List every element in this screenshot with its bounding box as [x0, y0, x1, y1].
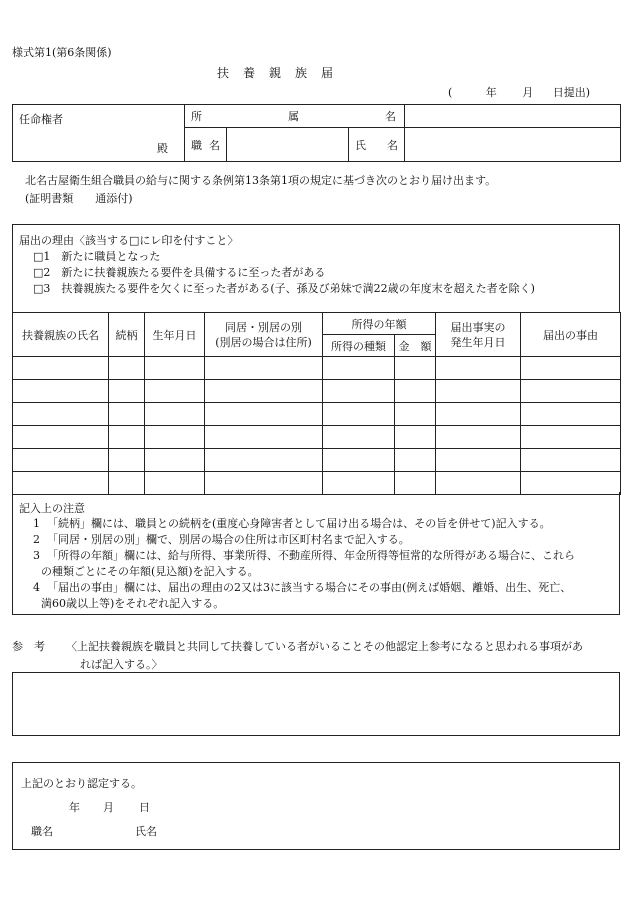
- table-cell[interactable]: [205, 449, 323, 472]
- note-item-3: [33, 547, 575, 563]
- table-cell[interactable]: [521, 380, 621, 403]
- table-cell[interactable]: [13, 380, 109, 403]
- certify-year: 年: [69, 801, 80, 814]
- col-header-income-type: 所得の種類: [323, 335, 395, 357]
- reference-text: 〈上記扶養親族を職員と共同して扶養している者がいることその他認定上参考になると思われる事項があ: [66, 640, 583, 653]
- table-cell[interactable]: [145, 403, 205, 426]
- page-title: 扶 養 親 族 届: [217, 66, 335, 80]
- date-year: 年: [485, 86, 497, 99]
- col-header-reason: 届出の事由: [521, 313, 621, 357]
- note-num: 3: [33, 549, 40, 562]
- col-header-date-2: 発生年月日: [450, 335, 506, 349]
- table-cell[interactable]: [109, 426, 145, 449]
- table-cell[interactable]: [145, 449, 205, 472]
- reason-item-1[interactable]: □1 新たに職員となった: [33, 250, 161, 263]
- note-item-2: [33, 531, 410, 547]
- col-header-amount: 金 額: [395, 335, 436, 357]
- reason-item-2[interactable]: □2 新たに扶養親族たる要件を具備するに至った者がある: [33, 266, 326, 279]
- table-cell[interactable]: [13, 449, 109, 472]
- table-cell[interactable]: [205, 403, 323, 426]
- certify-job-label: 職名: [31, 825, 53, 838]
- reference-text-cont: れば記入する。〉: [80, 658, 163, 671]
- proof-docs: (証明書類 通添付): [25, 192, 133, 205]
- note-item-3-cont: の種類ごとにその年額(見込額)を記入する。: [41, 565, 259, 578]
- note-text: 「続柄」欄には、職員との続柄を(重度心身障害者として届け出る場合は、その旨を併せて)記入する。: [47, 517, 551, 530]
- certify-text: 上記のとおり認定する。: [21, 777, 142, 790]
- date-open: (: [448, 86, 453, 99]
- name-label-cell: [349, 128, 405, 162]
- table-cell[interactable]: [436, 403, 521, 426]
- table-cell[interactable]: [436, 357, 521, 380]
- statement: 北名古屋衛生組合職員の給与に関する条例第13条第1項の規定に基づき次のとおり届け出ます。: [25, 174, 497, 187]
- header-table: [12, 104, 621, 162]
- note-item-1: [33, 515, 551, 531]
- note-text: 「所得の年額」欄には、給与所得、事業所得、不動産所得、年金所得等恒常的な所得がある場合に、これら: [47, 549, 575, 562]
- date-day: 日提出): [552, 86, 591, 99]
- table-cell[interactable]: [205, 426, 323, 449]
- certification-box: [12, 762, 620, 850]
- table-cell[interactable]: [323, 357, 395, 380]
- col-header-living-2: (別居の場合は住所): [215, 335, 312, 349]
- table-cell[interactable]: [395, 380, 436, 403]
- table-cell[interactable]: [395, 403, 436, 426]
- table-cell[interactable]: [521, 403, 621, 426]
- affiliation-label-1: 所: [191, 110, 202, 123]
- table-cell[interactable]: [13, 357, 109, 380]
- certify-name-label: 氏名: [135, 825, 157, 838]
- family-table: [12, 312, 621, 495]
- table-row: [13, 403, 621, 426]
- table-cell[interactable]: [395, 426, 436, 449]
- table-cell[interactable]: [436, 426, 521, 449]
- table-cell[interactable]: [205, 357, 323, 380]
- col-header-income: 所得の年額: [323, 313, 436, 335]
- reference-label: 参 考: [12, 640, 45, 653]
- reason-heading: 届出の理由〈該当する□にレ印を付すこと〉: [19, 234, 239, 247]
- table-row: [13, 357, 621, 380]
- table-cell[interactable]: [323, 449, 395, 472]
- table-cell[interactable]: [395, 357, 436, 380]
- col-header-birth: 生年月日: [145, 313, 205, 357]
- reason-item-3[interactable]: □3 扶養親族たる要件を欠くに至った者がある(子、孫及び弟妹で満22歳の年度末を超えた者を除く): [33, 282, 535, 295]
- col-header-name: 扶養親族の氏名: [13, 313, 109, 357]
- table-cell[interactable]: [109, 357, 145, 380]
- table-cell[interactable]: [109, 449, 145, 472]
- col-header-living-1: 同居・別居の別: [225, 320, 302, 334]
- table-cell[interactable]: [395, 449, 436, 472]
- table-cell[interactable]: [205, 380, 323, 403]
- dono-label: 殿: [157, 142, 168, 155]
- note-num: 1: [33, 517, 40, 530]
- name-input[interactable]: [405, 128, 621, 162]
- appointer-cell: [13, 105, 185, 162]
- note-text: 「届出の事由」欄には、届出の理由の2又は3に該当する場合にその事由(例えば婚姻、離婚、出生、死亡、: [47, 581, 572, 594]
- table-cell[interactable]: [323, 380, 395, 403]
- table-cell[interactable]: [323, 403, 395, 426]
- job-input[interactable]: [227, 128, 349, 162]
- reason-box: [12, 224, 620, 313]
- col-header-living: [205, 313, 323, 357]
- col-header-date-1: 届出事実の: [450, 320, 506, 334]
- table-cell[interactable]: [521, 426, 621, 449]
- reference-input-box[interactable]: [12, 672, 620, 736]
- affiliation-label-3: 名: [385, 110, 396, 123]
- submit-date: [448, 84, 590, 100]
- table-cell[interactable]: [109, 403, 145, 426]
- note-item-4: [33, 579, 571, 595]
- table-row: [13, 449, 621, 472]
- form-id: 様式第1(第6条関係): [12, 46, 112, 59]
- notes-heading: 記入上の注意: [19, 502, 85, 515]
- table-cell[interactable]: [145, 426, 205, 449]
- certify-month: 月: [103, 801, 114, 814]
- table-cell[interactable]: [436, 449, 521, 472]
- note-num: 2: [33, 533, 40, 546]
- affiliation-label-2: 属: [288, 110, 299, 123]
- affiliation-label-cell: [185, 105, 405, 128]
- note-item-4-cont: 満60歳以上等)をそれぞれ記入する。: [41, 597, 225, 610]
- appointer-label: 任命権者: [19, 113, 63, 126]
- table-cell[interactable]: [521, 449, 621, 472]
- table-cell[interactable]: [13, 403, 109, 426]
- table-cell[interactable]: [436, 380, 521, 403]
- table-cell[interactable]: [109, 380, 145, 403]
- notes-box: [12, 492, 620, 615]
- col-header-date: [436, 313, 521, 357]
- note-num: 4: [33, 581, 40, 594]
- table-row: [13, 380, 621, 403]
- job-label-2: 名: [209, 138, 220, 152]
- job-label-cell: [185, 128, 227, 162]
- table-cell[interactable]: [323, 426, 395, 449]
- affiliation-input[interactable]: [405, 105, 621, 128]
- table-row: [13, 426, 621, 449]
- col-header-relation: 続柄: [109, 313, 145, 357]
- table-cell[interactable]: [13, 426, 109, 449]
- date-month: 月: [522, 86, 534, 99]
- table-cell[interactable]: [521, 357, 621, 380]
- job-label-1: 職: [191, 138, 202, 152]
- name-label-1: 氏: [355, 138, 366, 152]
- name-label-2: 名: [387, 138, 398, 152]
- table-cell[interactable]: [145, 357, 205, 380]
- note-text: 「同居・別居の別」欄で、別居の場合の住所は市区町村名まで記入する。: [47, 533, 410, 546]
- certify-day: 日: [139, 801, 150, 814]
- table-cell[interactable]: [145, 380, 205, 403]
